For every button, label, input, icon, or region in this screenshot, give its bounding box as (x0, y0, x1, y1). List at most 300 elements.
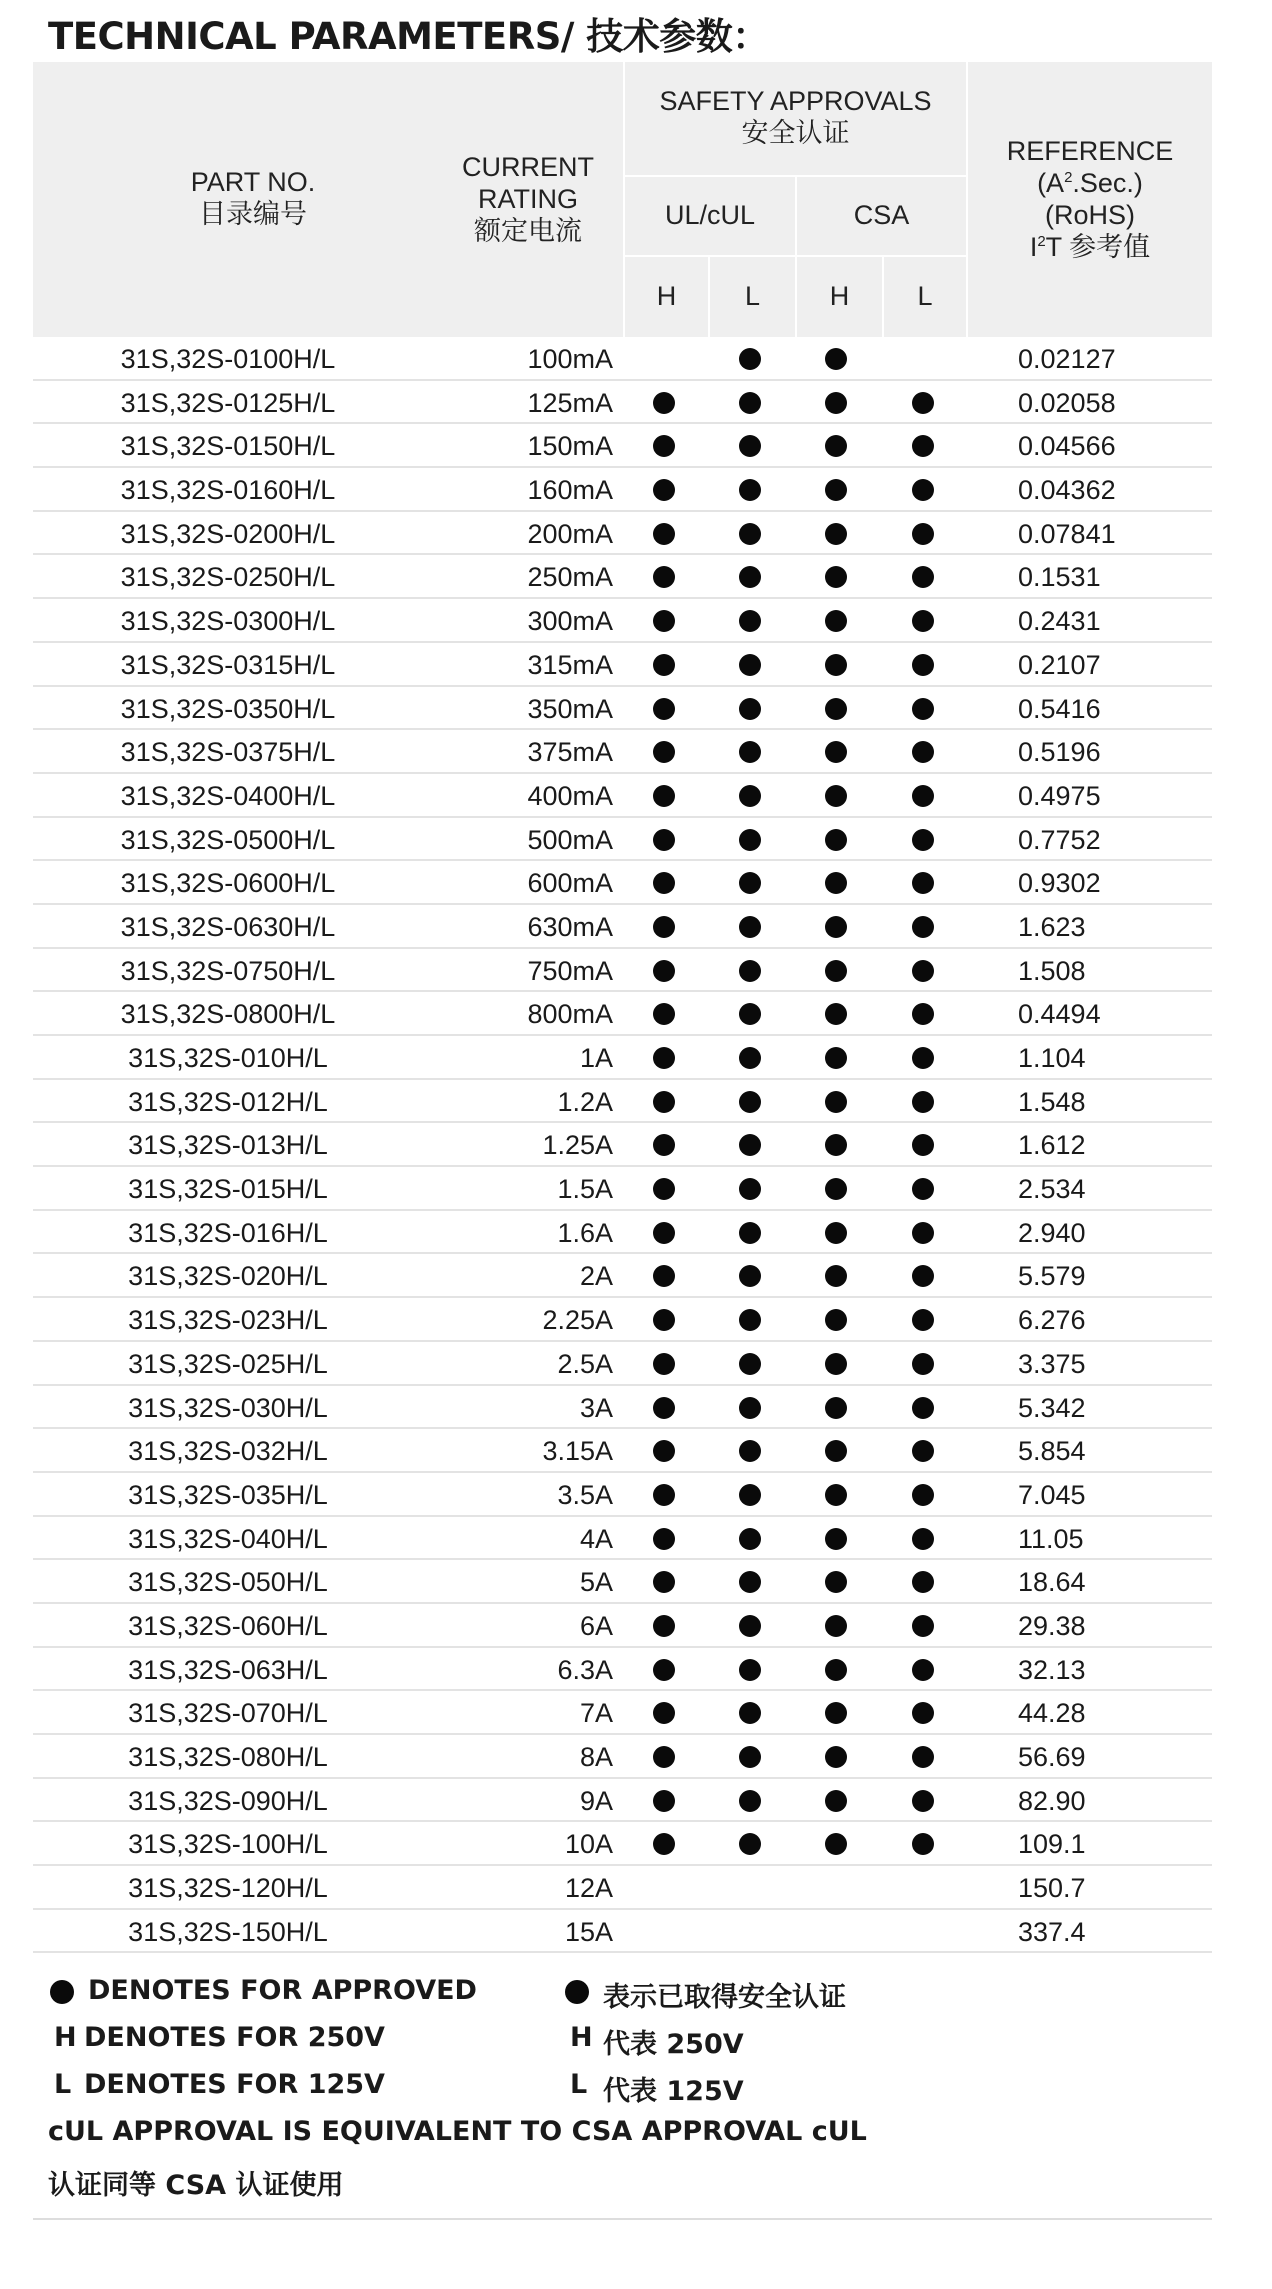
csa-l-approved-dot-icon (912, 1484, 934, 1506)
part-number-cell: 31S,32S-0100H/L (120, 344, 336, 374)
ul-h-approved-dot-icon (653, 1265, 675, 1287)
part-number-cell: 31S,32S-020H/L (128, 1261, 328, 1292)
ul-l-approved-dot-icon (739, 1397, 761, 1419)
ul-l-approved-dot-icon (739, 1047, 761, 1069)
table-row (33, 1910, 1212, 1954)
current-rating-cell: 10A (564, 1829, 613, 1860)
csa-h-approved-dot-icon (825, 1659, 847, 1681)
reference-value-cell: 29.38 (1018, 1610, 1086, 1641)
part-number-cell: 31S,32S-0630H/L (120, 911, 336, 942)
ul-h-approved-dot-icon (653, 960, 675, 982)
ul-h-approved-dot-icon (653, 698, 675, 720)
reference-value-cell: 44.28 (1018, 1698, 1086, 1729)
current-rating-cell: 3.15A (542, 1436, 613, 1467)
current-rating-cell: 8A (579, 1742, 613, 1772)
legend-cul-note: cUL APPROVAL IS EQUIVALENT TO CSA APPROVAL cUL (48, 2116, 867, 2147)
csa-l-approved-dot-icon (912, 1615, 934, 1637)
table-row (33, 1822, 1212, 1866)
reference-value-cell: 0.07841 (1018, 518, 1116, 549)
csa-h-approved-dot-icon (825, 435, 847, 457)
current-rating-cell: 300mA (527, 606, 613, 637)
ul-h-approved-dot-icon (653, 1702, 675, 1724)
csa-h-approved-dot-icon (825, 479, 847, 501)
csa-h-approved-dot-icon (825, 1134, 847, 1156)
part-number-cell: 31S,32S-0160H/L (120, 475, 336, 506)
current-rating-cell: 3A (579, 1392, 613, 1423)
ul-h-approved-dot-icon (653, 1746, 675, 1768)
csa-h-approved-dot-icon (825, 392, 847, 414)
current-rating-cell: 315mA (527, 649, 613, 680)
table-row (33, 1604, 1212, 1648)
ul-h-approved-dot-icon (653, 1353, 675, 1375)
csa-h-approved-dot-icon (825, 1353, 847, 1375)
legend-h-mark-cn: H (570, 2022, 593, 2053)
current-rating-cell: 9A (579, 1785, 613, 1816)
csa-l-approved-dot-icon (912, 566, 934, 588)
reference-value-cell: 337.4 (1018, 1916, 1086, 1947)
csa-h-approved-dot-icon (825, 960, 847, 982)
csa-h-approved-dot-icon (825, 1528, 847, 1550)
ul-h-approved-dot-icon (653, 1091, 675, 1113)
csa-l-approved-dot-icon (912, 1746, 934, 1768)
part-number-cell: 31S,32S-0250H/L (120, 562, 336, 593)
csa-h-approved-dot-icon (825, 829, 847, 851)
part-number-cell: 31S,32S-030H/L (128, 1392, 328, 1423)
ul-h-approved-dot-icon (653, 1615, 675, 1637)
csa-l-approved-dot-icon (912, 1571, 934, 1593)
reference-value-cell: 2.940 (1018, 1217, 1086, 1248)
part-number-cell: 31S,32S-050H/L (128, 1567, 328, 1598)
approved-dot-icon (565, 1980, 589, 2004)
current-rating-cell: 200mA (527, 518, 613, 549)
table-row (33, 687, 1212, 731)
reference-value-cell: 5.579 (1018, 1261, 1086, 1292)
part-number-cell: 31S,32S-0300H/L (120, 606, 336, 637)
reference-value-cell: 0.02058 (1018, 387, 1116, 418)
ul-l-approved-dot-icon (739, 1003, 761, 1025)
ul-l-approved-dot-icon (739, 566, 761, 588)
ul-l-approved-dot-icon (739, 1702, 761, 1724)
ul-h-approved-dot-icon (653, 916, 675, 938)
table-row (33, 1123, 1212, 1167)
current-rating-cell: 7A (579, 1698, 613, 1729)
table-row (33, 381, 1212, 425)
current-rating-cell: 125mA (527, 387, 613, 418)
ul-h-approved-dot-icon (653, 1222, 675, 1244)
table-row (33, 512, 1212, 556)
current-rating-cell: 400mA (527, 780, 613, 811)
csa-h-approved-dot-icon (825, 1047, 847, 1069)
part-number-cell: 31S,32S-0375H/L (120, 737, 336, 768)
csa-h-approved-dot-icon (825, 1615, 847, 1637)
reference-value-cell: 0.7752 (1018, 824, 1101, 855)
safety-approvals-header: SAFETY APPROVALS 安全认证 (659, 86, 932, 148)
ul-l-approved-dot-icon (739, 1484, 761, 1506)
csa-h-approved-dot-icon (825, 698, 847, 720)
reference-value-cell: 0.5196 (1018, 737, 1101, 768)
csa-h-approved-dot-icon (825, 610, 847, 632)
ul-h-approved-dot-icon (653, 1571, 675, 1593)
table-row (33, 818, 1212, 862)
csa-l-approved-dot-icon (912, 1222, 934, 1244)
table-row (33, 1386, 1212, 1430)
part-number-cell: 31S,32S-013H/L (128, 1130, 328, 1161)
ul-h-approved-dot-icon (653, 872, 675, 894)
csa-h-approved-dot-icon (825, 1833, 847, 1855)
current-rating-cell: 375mA (527, 737, 613, 768)
part-number-cell: 31S,32S-080H/L (128, 1742, 328, 1772)
part-number-cell: 31S,32S-0800H/L (120, 999, 336, 1030)
legend-approved-cn: 表示已取得安全认证 (603, 1982, 846, 2013)
csa-l-approved-dot-icon (912, 392, 934, 414)
table-row (33, 1691, 1212, 1735)
table-row (33, 1080, 1212, 1124)
current-rating-cell: 2.5A (557, 1348, 613, 1379)
table-row (33, 1298, 1212, 1342)
legend-h-en: DENOTES FOR 250V (84, 2022, 385, 2053)
csa-h-approved-dot-icon (825, 1702, 847, 1724)
current-rating-cell: 1.25A (542, 1130, 613, 1161)
reference-value-cell: 1.104 (1018, 1043, 1086, 1073)
current-rating-cell: 150mA (527, 431, 613, 462)
ul-l-approved-dot-icon (739, 1615, 761, 1637)
csa-h-approved-dot-icon (825, 1746, 847, 1768)
reference-value-cell: 0.5416 (1018, 693, 1101, 724)
reference-value-cell: 0.4975 (1018, 780, 1101, 811)
current-rating-cell: 1.5A (557, 1174, 613, 1205)
ul-l-approved-dot-icon (739, 1353, 761, 1375)
legend-approved-en: DENOTES FOR APPROVED (88, 1975, 477, 2006)
reference-value-cell: 0.02127 (1018, 344, 1116, 374)
csa-l-approved-dot-icon (912, 654, 934, 676)
ul-h-approved-dot-icon (653, 1134, 675, 1156)
current-rating-header: CURRENT RATING 额定电流 (462, 152, 594, 246)
ul-l-approved-dot-icon (739, 1440, 761, 1462)
csa-l-approved-dot-icon (912, 916, 934, 938)
reference-value-cell: 1.548 (1018, 1086, 1086, 1117)
csa-h-approved-dot-icon (825, 872, 847, 894)
reference-value-cell: 5.854 (1018, 1436, 1086, 1467)
reference-value-cell: 3.375 (1018, 1348, 1086, 1379)
part-no-header: PART NO. 目录编号 (190, 167, 316, 229)
csa-h-header: H (829, 281, 850, 311)
table-row (33, 949, 1212, 993)
part-number-cell: 31S,32S-150H/L (128, 1916, 328, 1947)
ul-h-approved-dot-icon (653, 1833, 675, 1855)
part-number-cell: 31S,32S-032H/L (128, 1436, 328, 1467)
ul-l-approved-dot-icon (739, 698, 761, 720)
ul-l-approved-dot-icon (739, 523, 761, 545)
legend-l-mark-cn: L (570, 2069, 588, 2100)
table-row (33, 1429, 1212, 1473)
csa-l-approved-dot-icon (912, 1440, 934, 1462)
csa-h-approved-dot-icon (825, 1484, 847, 1506)
ul-h-approved-dot-icon (653, 610, 675, 632)
csa-h-approved-dot-icon (825, 1178, 847, 1200)
ul-l-approved-dot-icon (739, 392, 761, 414)
current-rating-cell: 500mA (527, 824, 613, 855)
ul-l-approved-dot-icon (739, 872, 761, 894)
ul-h-approved-dot-icon (653, 566, 675, 588)
ul-h-approved-dot-icon (653, 1440, 675, 1462)
csa-h-approved-dot-icon (825, 348, 847, 370)
reference-value-cell: 0.9302 (1018, 868, 1101, 899)
legend-l-mark: L (54, 2069, 72, 2100)
csa-h-approved-dot-icon (825, 1397, 847, 1419)
reference-value-cell: 2.534 (1018, 1174, 1086, 1205)
page-title: TECHNICAL PARAMETERS/ 技术参数： (48, 15, 769, 58)
ul-l-approved-dot-icon (739, 654, 761, 676)
csa-h-approved-dot-icon (825, 523, 847, 545)
current-rating-cell: 6.3A (557, 1654, 613, 1685)
reference-value-cell: 32.13 (1018, 1654, 1086, 1685)
ul-h-approved-dot-icon (653, 1790, 675, 1812)
reference-value-cell: 82.90 (1018, 1785, 1086, 1816)
csa-l-approved-dot-icon (912, 610, 934, 632)
ul-h-header: H (656, 281, 677, 311)
legend (48, 1970, 1198, 2220)
csa-l-header: L (917, 281, 933, 311)
csa-l-approved-dot-icon (912, 479, 934, 501)
csa-l-approved-dot-icon (912, 1047, 934, 1069)
table-row (33, 1211, 1212, 1255)
reference-value-cell: 6.276 (1018, 1305, 1086, 1336)
csa-l-approved-dot-icon (912, 698, 934, 720)
table-row (33, 643, 1212, 687)
csa-l-approved-dot-icon (912, 1353, 934, 1375)
csa-h-approved-dot-icon (825, 1222, 847, 1244)
csa-h-approved-dot-icon (825, 1003, 847, 1025)
table-row (33, 1779, 1212, 1823)
ul-l-approved-dot-icon (739, 1528, 761, 1550)
table-row (33, 1866, 1212, 1910)
csa-header: CSA (853, 200, 910, 230)
table-row (33, 861, 1212, 905)
part-number-cell: 31S,32S-0600H/L (120, 868, 336, 899)
ul-l-approved-dot-icon (739, 610, 761, 632)
csa-l-approved-dot-icon (912, 523, 934, 545)
reference-value-cell: 1.612 (1018, 1130, 1086, 1161)
ul-l-approved-dot-icon (739, 1222, 761, 1244)
part-number-cell: 31S,32S-090H/L (128, 1785, 328, 1816)
reference-value-cell: 11.05 (1018, 1523, 1084, 1554)
csa-l-approved-dot-icon (912, 1091, 934, 1113)
table-row (33, 1254, 1212, 1298)
ul-l-approved-dot-icon (739, 1309, 761, 1331)
legend-l-en: DENOTES FOR 125V (84, 2069, 385, 2100)
ul-l-approved-dot-icon (739, 916, 761, 938)
reference-value-cell: 0.2431 (1018, 606, 1101, 637)
ul-h-approved-dot-icon (653, 392, 675, 414)
ul-l-approved-dot-icon (739, 1790, 761, 1812)
part-number-cell: 31S,32S-0125H/L (120, 387, 336, 418)
ul-l-approved-dot-icon (739, 829, 761, 851)
csa-h-approved-dot-icon (825, 1571, 847, 1593)
csa-l-approved-dot-icon (912, 1659, 934, 1681)
current-rating-cell: 800mA (527, 999, 613, 1030)
table-row (33, 1036, 1212, 1080)
ul-l-approved-dot-icon (739, 785, 761, 807)
ul-h-approved-dot-icon (653, 523, 675, 545)
ul-l-approved-dot-icon (739, 1134, 761, 1156)
ul-l-approved-dot-icon (739, 1178, 761, 1200)
current-rating-cell: 5A (579, 1567, 613, 1598)
ul-h-approved-dot-icon (653, 829, 675, 851)
ul-h-approved-dot-icon (653, 1178, 675, 1200)
table-row (33, 730, 1212, 774)
ul-h-approved-dot-icon (653, 1047, 675, 1069)
ul-l-approved-dot-icon (739, 1571, 761, 1593)
csa-l-approved-dot-icon (912, 1790, 934, 1812)
table-row (33, 555, 1212, 599)
ul-l-approved-dot-icon (739, 435, 761, 457)
csa-l-approved-dot-icon (912, 435, 934, 457)
table-row (33, 1517, 1212, 1561)
ul-l-approved-dot-icon (739, 348, 761, 370)
table-row (33, 1735, 1212, 1779)
reference-value-cell: 0.1531 (1018, 562, 1101, 593)
ul-h-approved-dot-icon (653, 1484, 675, 1506)
csa-h-approved-dot-icon (825, 1309, 847, 1331)
current-rating-cell: 750mA (527, 955, 613, 986)
ul-h-approved-dot-icon (653, 741, 675, 763)
csa-l-approved-dot-icon (912, 1178, 934, 1200)
part-number-cell: 31S,32S-0315H/L (120, 649, 336, 680)
parameters-table-body (33, 337, 1212, 1953)
current-rating-cell: 160mA (527, 475, 613, 506)
csa-h-approved-dot-icon (825, 785, 847, 807)
ul-l-approved-dot-icon (739, 960, 761, 982)
csa-h-approved-dot-icon (825, 916, 847, 938)
csa-l-approved-dot-icon (912, 1134, 934, 1156)
csa-l-approved-dot-icon (912, 1397, 934, 1419)
part-number-cell: 31S,32S-010H/L (128, 1043, 328, 1073)
reference-value-cell: 109.1 (1018, 1829, 1086, 1860)
ul-l-approved-dot-icon (739, 1265, 761, 1287)
table-row (33, 905, 1212, 949)
current-rating-cell: 1.2A (557, 1086, 613, 1117)
csa-l-approved-dot-icon (912, 1309, 934, 1331)
reference-value-cell: 5.342 (1018, 1392, 1086, 1423)
csa-l-approved-dot-icon (912, 1528, 934, 1550)
ul-h-approved-dot-icon (653, 479, 675, 501)
part-number-cell: 31S,32S-0350H/L (120, 693, 336, 724)
current-rating-cell: 250mA (527, 562, 613, 593)
csa-l-approved-dot-icon (912, 741, 934, 763)
legend-cul-note-cn: 认证同等 CSA 认证使用 (48, 2170, 344, 2201)
ul-h-approved-dot-icon (653, 1659, 675, 1681)
part-number-cell: 31S,32S-0150H/L (120, 431, 336, 462)
current-rating-cell: 15A (564, 1916, 613, 1947)
reference-value-cell: 1.508 (1018, 955, 1086, 986)
table-row (33, 337, 1212, 381)
part-number-cell: 31S,32S-025H/L (128, 1348, 328, 1379)
current-rating-cell: 4A (579, 1523, 613, 1554)
current-rating-cell: 100mA (527, 344, 613, 374)
ul-h-approved-dot-icon (653, 785, 675, 807)
ul-h-approved-dot-icon (653, 435, 675, 457)
csa-h-approved-dot-icon (825, 654, 847, 676)
csa-h-approved-dot-icon (825, 1440, 847, 1462)
current-rating-cell: 2A (579, 1261, 613, 1292)
reference-value-cell: 56.69 (1018, 1742, 1086, 1772)
part-number-cell: 31S,32S-0750H/L (120, 955, 336, 986)
ul-l-approved-dot-icon (739, 1091, 761, 1113)
csa-l-approved-dot-icon (912, 785, 934, 807)
reference-value-cell: 0.4494 (1018, 999, 1101, 1030)
csa-l-approved-dot-icon (912, 1265, 934, 1287)
reference-header: REFERENCE $(A^2.Sec.)$ (RoHS) $I^2T$ 参考值 (1006, 136, 1174, 262)
current-rating-cell: 1.6A (557, 1217, 613, 1248)
part-number-cell: 31S,32S-100H/L (128, 1829, 328, 1860)
ul-h-approved-dot-icon (653, 1528, 675, 1550)
current-rating-cell: 600mA (527, 868, 613, 899)
ul-l-approved-dot-icon (739, 1746, 761, 1768)
part-number-cell: 31S,32S-0400H/L (120, 780, 336, 811)
ul-l-header: L (744, 281, 761, 311)
table-row (33, 774, 1212, 818)
table-row (33, 992, 1212, 1036)
table-row (33, 1342, 1212, 1386)
csa-l-approved-dot-icon (912, 1833, 934, 1855)
ul-cul-header: UL/cUL (664, 200, 756, 230)
part-number-cell: 31S,32S-035H/L (128, 1479, 328, 1510)
table-header (33, 62, 1212, 337)
csa-h-approved-dot-icon (825, 1790, 847, 1812)
table-row (33, 1167, 1212, 1211)
current-rating-cell: 6A (579, 1610, 613, 1641)
bottom-divider (33, 2218, 1212, 2220)
reference-value-cell: 0.2107 (1018, 649, 1101, 680)
current-rating-cell: 12A (564, 1873, 613, 1904)
ul-h-approved-dot-icon (653, 1309, 675, 1331)
table-row (33, 1560, 1212, 1604)
part-number-cell: 31S,32S-0500H/L (120, 824, 336, 855)
ul-h-approved-dot-icon (653, 1003, 675, 1025)
ul-h-approved-dot-icon (653, 654, 675, 676)
part-number-cell: 31S,32S-012H/L (128, 1086, 328, 1117)
csa-h-approved-dot-icon (825, 741, 847, 763)
reference-value-cell: 0.04566 (1018, 431, 1116, 462)
table-row (33, 468, 1212, 512)
ul-l-approved-dot-icon (739, 741, 761, 763)
part-number-cell: 31S,32S-016H/L (128, 1217, 328, 1248)
csa-l-approved-dot-icon (912, 1702, 934, 1724)
reference-value-cell: 1.623 (1018, 911, 1086, 942)
legend-h-cn: 代表 250V (603, 2029, 744, 2060)
ul-l-approved-dot-icon (739, 479, 761, 501)
table-row (33, 424, 1212, 468)
current-rating-cell: 1A (579, 1043, 613, 1073)
reference-value-cell: 7.045 (1018, 1479, 1086, 1510)
csa-l-approved-dot-icon (912, 829, 934, 851)
part-number-cell: 31S,32S-015H/L (128, 1174, 328, 1205)
reference-value-cell: 0.04362 (1018, 475, 1116, 506)
approved-dot-icon (50, 1980, 74, 2004)
part-number-cell: 31S,32S-0200H/L (120, 518, 336, 549)
csa-h-approved-dot-icon (825, 1265, 847, 1287)
table-row (33, 1648, 1212, 1692)
csa-l-approved-dot-icon (912, 1003, 934, 1025)
current-rating-cell: 350mA (527, 693, 613, 724)
ul-l-approved-dot-icon (739, 1659, 761, 1681)
ul-h-approved-dot-icon (653, 1397, 675, 1419)
part-number-cell: 31S,32S-070H/L (128, 1698, 328, 1729)
current-rating-cell: 3.5A (557, 1479, 613, 1510)
current-rating-cell: 2.25A (542, 1305, 613, 1336)
ul-l-approved-dot-icon (739, 1833, 761, 1855)
table-row (33, 1473, 1212, 1517)
